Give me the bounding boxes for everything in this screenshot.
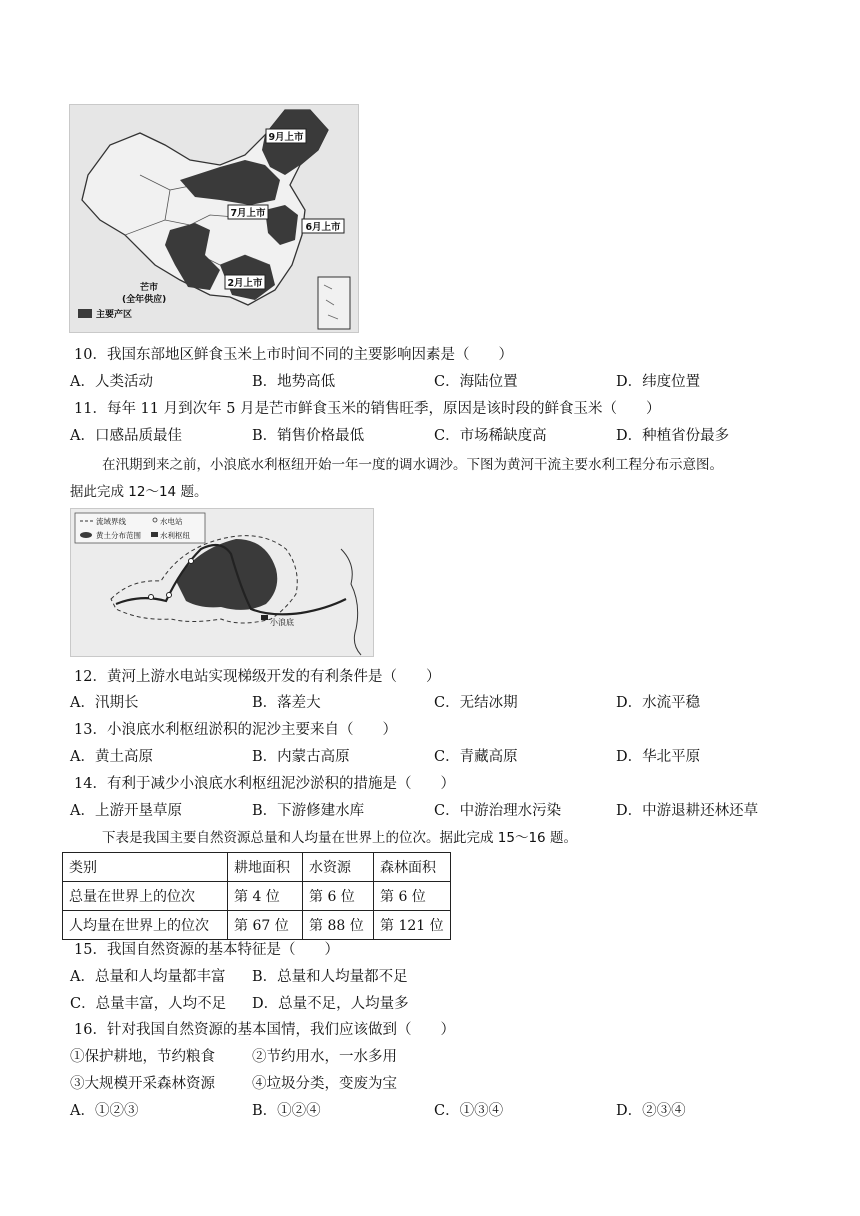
label-jun <box>302 219 344 233</box>
table-cell: 总量在世界上的位次 <box>63 882 228 911</box>
q16-item-2: ②节约用水，一水多用 <box>252 1049 397 1065</box>
q10-option-d[interactable]: D．纬度位置 <box>616 374 701 390</box>
legend-text: 主要产区 <box>96 310 133 320</box>
table-row <box>63 882 451 911</box>
q15-stem: 15．我国自然资源的基本特征是（ ） <box>74 942 339 958</box>
q16-option-a[interactable]: A．①②③ <box>70 1103 139 1119</box>
table-cell: 第 88 位 <box>303 911 374 940</box>
table-header-cell: 水资源 <box>303 853 374 882</box>
table-header-cell: 耕地面积 <box>228 853 303 882</box>
q13-stem: 13．小浪底水利枢纽淤积的泥沙主要来自（ ） <box>74 722 397 738</box>
legend-boundary: 流域界线 <box>96 517 126 526</box>
q16-item-3: ③大规模开采森林资源 <box>70 1076 215 1092</box>
q11-option-b[interactable]: B．销售价格最低 <box>252 428 365 444</box>
legend-loess: 黄土分布范围 <box>96 531 141 540</box>
corn-market-map <box>69 104 359 333</box>
table-cell: 第 121 位 <box>374 911 451 940</box>
q14-option-d[interactable]: D．中游退耕还林还草 <box>616 803 759 819</box>
q16-item-4: ④垃圾分类，变废为宝 <box>252 1076 397 1092</box>
q14-stem: 14．有利于减少小浪底水利枢纽泥沙淤积的措施是（ ） <box>74 776 455 792</box>
legend-dam: 水利枢纽 <box>160 531 190 540</box>
q14-option-a[interactable]: A．上游开垦草原 <box>70 803 182 819</box>
table-header-cell: 森林面积 <box>374 853 451 882</box>
q11-option-c[interactable]: C．市场稀缺度高 <box>434 428 547 444</box>
yellow-river-map <box>70 508 374 657</box>
q13-option-b[interactable]: B．内蒙古高原 <box>252 749 350 765</box>
q16-option-b[interactable]: B．①②④ <box>252 1103 321 1119</box>
q15-option-a[interactable]: A．总量和人均量都丰富 <box>70 969 226 985</box>
q14-option-c[interactable]: C．中游治理水污染 <box>434 803 562 819</box>
q13-option-c[interactable]: C．青藏高原 <box>434 749 518 765</box>
q13-option-a[interactable]: A．黄土高原 <box>70 749 153 765</box>
q16-stem: 16．针对我国自然资源的基本国情，我们应该做到（ ） <box>74 1022 455 1038</box>
q10-option-a[interactable]: A．人类活动 <box>70 374 153 390</box>
table-cell: 第 67 位 <box>228 911 303 940</box>
table-cell: 第 4 位 <box>228 882 303 911</box>
q16-option-c[interactable]: C．①③④ <box>434 1103 504 1119</box>
q10-option-b[interactable]: B．地势高低 <box>252 374 336 390</box>
q10-stem: 10．我国东部地区鲜食玉米上市时间不同的主要影响因素是（ ） <box>74 347 513 363</box>
q13-option-d[interactable]: D．华北平原 <box>616 749 701 765</box>
q12-option-b[interactable]: B．落差大 <box>252 695 321 711</box>
xiaolangdi-dam <box>261 615 268 620</box>
q15-option-c[interactable]: C．总量丰富，人均不足 <box>70 996 227 1012</box>
label-mangshi-note: (全年供应) <box>122 295 167 305</box>
table-cell: 第 6 位 <box>303 882 374 911</box>
label-jul <box>228 205 268 219</box>
table-header-cell: 类别 <box>63 853 228 882</box>
intro-12-14-line1: 在汛期到来之前，小浪底水利枢纽开始一年一度的调水调沙。下图为黄河干流主要水利工程分布示意图。 <box>102 457 723 473</box>
q15-option-d[interactable]: D．总量不足，人均量多 <box>252 996 409 1012</box>
resource-ranking-table <box>62 852 451 940</box>
label-jul-text: 7月上市 <box>230 208 266 219</box>
q14-option-b[interactable]: B．下游修建水库 <box>252 803 365 819</box>
q11-stem: 11．每年 11 月到次年 5 月是芒市鲜食玉米的销售旺季，原因是该时段的鲜食玉米（ ） <box>74 401 661 417</box>
q11-option-a[interactable]: A．口感品质最佳 <box>70 428 182 444</box>
q16-item-1: ①保护耕地，节约粮食 <box>70 1049 215 1065</box>
xiaolangdi-label: 小浪底 <box>270 618 294 627</box>
table-row <box>63 911 451 940</box>
label-mangshi: 芒市 <box>140 283 159 293</box>
legend-station: 水电站 <box>160 517 183 526</box>
intro-15-16: 下表是我国主要自然资源总量和人均量在世界上的位次。据此完成 15～16 题。 <box>102 830 577 846</box>
q11-option-d[interactable]: D．种植省份最多 <box>616 428 730 444</box>
table-cell: 第 6 位 <box>374 882 451 911</box>
legend-swatch <box>78 309 92 318</box>
table-header-row <box>63 853 451 882</box>
table-cell: 人均量在世界上的位次 <box>63 911 228 940</box>
label-sep <box>266 129 306 143</box>
q12-option-c[interactable]: C．无结冰期 <box>434 695 518 711</box>
label-feb-text: 2月上市 <box>227 278 263 289</box>
q12-option-a[interactable]: A．汛期长 <box>70 695 139 711</box>
q10-option-c[interactable]: C．海陆位置 <box>434 374 518 390</box>
q12-stem: 12．黄河上游水电站实现梯级开发的有利条件是（ ） <box>74 669 441 685</box>
label-feb <box>225 275 265 289</box>
label-sep-text: 9月上市 <box>268 132 304 143</box>
label-jun-text: 6月上市 <box>305 222 341 233</box>
q12-option-d[interactable]: D．水流平稳 <box>616 695 701 711</box>
south-china-sea-inset <box>318 277 350 329</box>
intro-12-14-line2: 据此完成 12～14 题。 <box>70 484 208 500</box>
q15-option-b[interactable]: B．总量和人均量都不足 <box>252 969 408 985</box>
q16-option-d[interactable]: D．②③④ <box>616 1103 686 1119</box>
